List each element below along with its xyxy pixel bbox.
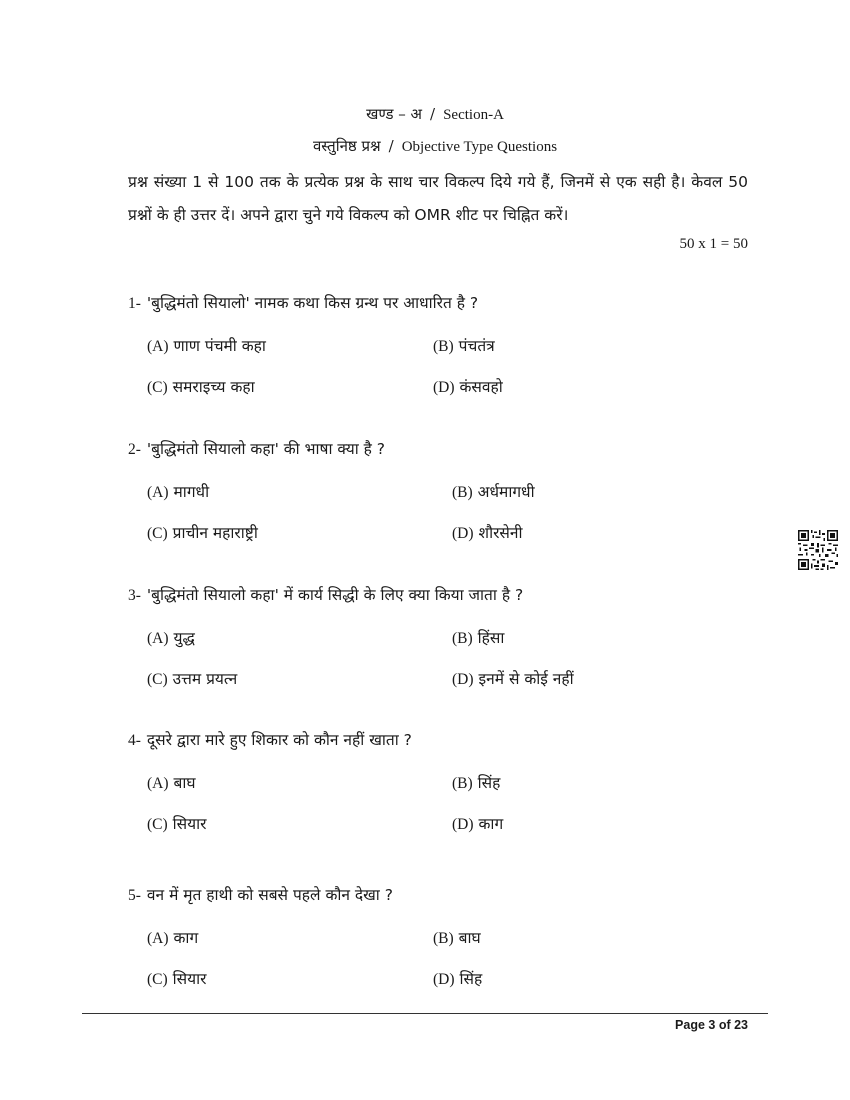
question-number: 5- [128, 887, 141, 904]
section-subtitle-en: Objective Type Questions [401, 139, 558, 155]
qr-code-icon [798, 530, 838, 570]
option-a: (A) बाघ [147, 774, 196, 792]
option-a: (A) णाण पंचमी कहा [147, 337, 266, 355]
option-row [128, 521, 768, 543]
section-title-separator: / [430, 105, 436, 123]
question-text: वन में मृत हाथी को सबसे पहले कौन देखा ? [146, 886, 393, 904]
option-c: (C) सियार [147, 970, 207, 988]
option-a: (A) काग [147, 929, 199, 947]
question-number: 3- [128, 587, 141, 604]
option-row [128, 667, 768, 689]
option-b: (B) अर्धमागधी [452, 483, 535, 501]
marks-scheme: 50 x 1 = 50 [679, 236, 748, 252]
option-row [128, 480, 768, 502]
option-row [128, 375, 768, 397]
question-stem [128, 584, 768, 607]
option-d: (D) इनमें से कोई नहीं [452, 670, 574, 688]
option-b: (B) पंचतंत्र [433, 337, 495, 355]
question-stem [128, 884, 768, 907]
section-subtitle-separator: / [388, 137, 394, 155]
section-subtitle-hi: वस्तुनिष्ठ प्रश्न [312, 137, 381, 155]
question-3 [128, 584, 768, 689]
question-text: 'बुद्धिमंतो सियालो कहा' की भाषा क्या है ? [146, 440, 386, 458]
option-d: (D) शौरसेनी [452, 524, 523, 542]
question-text: 'बुद्धिमंतो सियालो' नामक कथा किस ग्रन्थ पर आधारित है ? [146, 294, 479, 312]
option-b: (B) बाघ [433, 929, 481, 947]
section-heading [10, 104, 850, 124]
instructions-text: प्रश्न संख्या 1 से 100 तक के प्रत्येक प्रश्न के साथ चार विकल्प दिये गये हैं, जिनमें से एक सही है। केवल 50 प्रश्नों के ही उत्तर दें। अपने द्वारा चुने गये विकल्प को OMR शीट पर चिह्नित करें। [128, 173, 748, 224]
option-b: (B) हिंसा [452, 629, 505, 647]
option-row [128, 967, 768, 989]
option-c: (C) समराइच्य कहा [147, 378, 255, 396]
question-4 [128, 729, 768, 834]
question-text: 'बुद्धिमंतो सियालो कहा' में कार्य सिद्धी के लिए क्या किया जाता है ? [146, 586, 524, 604]
question-5 [128, 884, 768, 989]
question-text: दूसरे द्वारा मारे हुए शिकार को कौन नहीं खाता ? [146, 731, 412, 749]
question-stem [128, 729, 768, 752]
option-row [128, 771, 768, 793]
option-a: (A) युद्ध [147, 629, 195, 647]
question-1 [128, 292, 768, 397]
option-d: (D) कंसवहो [433, 378, 503, 396]
question-number: 4- [128, 732, 141, 749]
option-c: (C) उत्तम प्रयत्न [147, 670, 238, 688]
section-title-hi: खण्ड – अ [366, 105, 423, 123]
section-subheading [10, 136, 850, 156]
question-number: 2- [128, 441, 141, 458]
question-stem [128, 438, 768, 461]
section-title-en: Section-A [443, 107, 504, 123]
footer-divider [82, 1013, 768, 1014]
option-row [128, 334, 768, 356]
option-c: (C) प्राचीन महाराष्ट्री [147, 524, 258, 542]
option-row [128, 626, 768, 648]
option-a: (A) मागधी [147, 483, 210, 501]
question-stem [128, 292, 768, 315]
option-row [128, 926, 768, 948]
page-number: Page 3 of 23 [675, 1018, 748, 1032]
option-c: (C) सियार [147, 815, 207, 833]
option-b: (B) सिंह [452, 774, 501, 792]
option-d: (D) काग [452, 815, 504, 833]
option-d: (D) सिंह [433, 970, 483, 988]
option-row [128, 812, 768, 834]
question-2 [128, 438, 768, 543]
question-number: 1- [128, 295, 141, 312]
